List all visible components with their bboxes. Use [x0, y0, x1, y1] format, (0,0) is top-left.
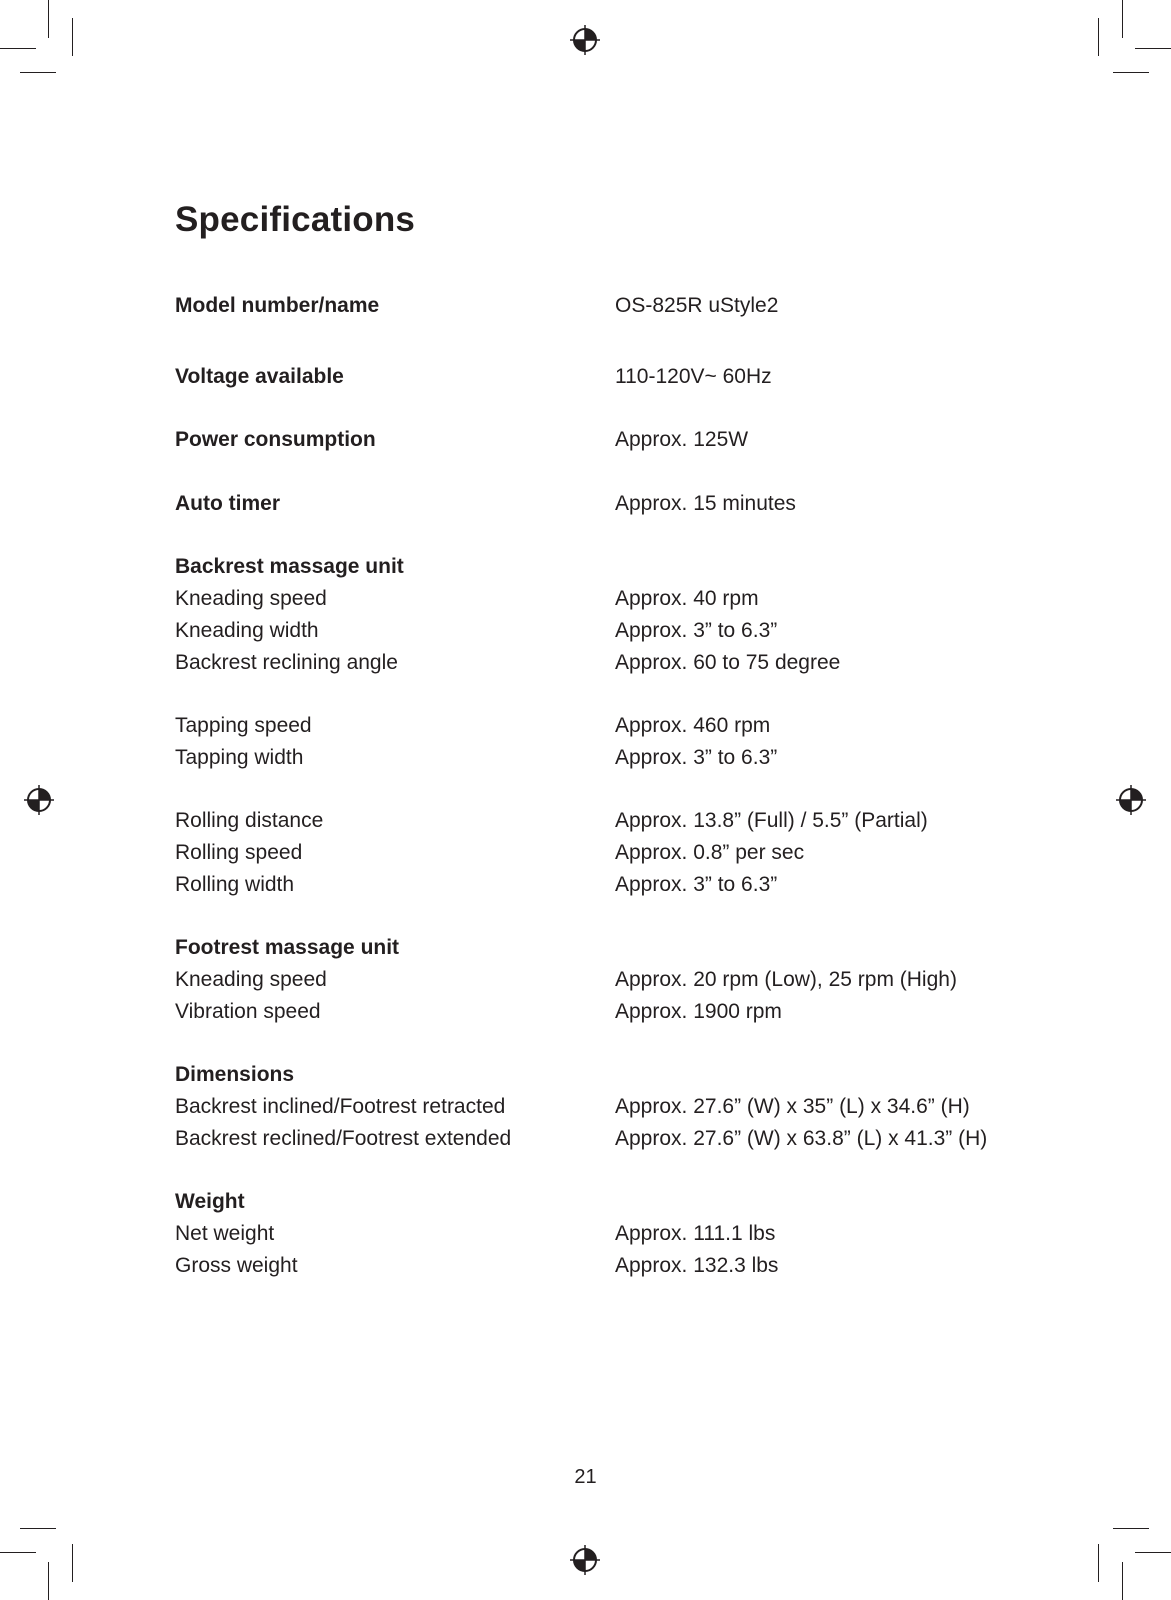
- crop-mark: [1098, 1544, 1099, 1582]
- spec-value: OS-825R uStyle2: [615, 294, 779, 317]
- spec-value: Approx. 0.8” per sec: [615, 841, 805, 864]
- crop-mark: [1122, 1562, 1123, 1600]
- section-heading: Footrest massage unit: [175, 936, 400, 959]
- crop-mark: [0, 48, 36, 49]
- spec-value: Approx. 27.6” (W) x 63.8” (L) x 41.3” (H): [615, 1127, 988, 1150]
- spec-value: Approx. 13.8” (Full) / 5.5” (Partial): [615, 809, 928, 832]
- spec-label: Vibration speed: [175, 1000, 321, 1023]
- spec-value: Approx. 125W: [615, 428, 749, 451]
- crop-mark: [48, 0, 49, 38]
- crop-mark: [0, 1552, 36, 1553]
- crop-mark: [1122, 0, 1123, 38]
- spec-label: Tapping width: [175, 746, 304, 769]
- spec-label: Gross weight: [175, 1254, 298, 1277]
- spec-label: Rolling width: [175, 873, 295, 896]
- crop-mark: [48, 1562, 49, 1600]
- spec-value: Approx. 460 rpm: [615, 714, 771, 737]
- spec-value: Approx. 111.1 lbs: [615, 1222, 776, 1245]
- crop-mark: [20, 1528, 56, 1529]
- crop-mark: [1135, 1552, 1171, 1553]
- crop-mark: [1098, 18, 1099, 56]
- crop-mark: [1113, 72, 1149, 73]
- registration-mark-icon: [24, 785, 54, 815]
- crop-mark: [1113, 1528, 1149, 1529]
- registration-mark-icon: [570, 1545, 600, 1575]
- spec-value: Approx. 20 rpm (Low), 25 rpm (High): [615, 968, 957, 991]
- spec-label: Tapping speed: [175, 714, 312, 737]
- spec-value: Approx. 132.3 lbs: [615, 1254, 779, 1277]
- registration-mark-icon: [1116, 785, 1146, 815]
- spec-value: Approx. 15 minutes: [615, 492, 796, 515]
- spec-label: Model number/name: [175, 294, 380, 317]
- spec-label: Kneading speed: [175, 587, 327, 610]
- crop-mark: [72, 18, 73, 56]
- spec-value: Approx. 3” to 6.3”: [615, 619, 778, 642]
- spec-label: Voltage available: [175, 365, 344, 388]
- spec-value: Approx. 27.6” (W) x 35” (L) x 34.6” (H): [615, 1095, 970, 1118]
- spec-value: Approx. 40 rpm: [615, 587, 759, 610]
- spec-label: Backrest inclined/Footrest retracted: [175, 1095, 506, 1118]
- spec-value: 110-120V~ 60Hz: [615, 365, 772, 388]
- section-heading: Weight: [175, 1190, 245, 1213]
- page-title: Specifications: [175, 200, 416, 239]
- spec-value: Approx. 1900 rpm: [615, 1000, 782, 1023]
- spec-label: Rolling speed: [175, 841, 303, 864]
- spec-value: Approx. 60 to 75 degree: [615, 651, 841, 674]
- section-heading: Dimensions: [175, 1063, 295, 1086]
- spec-label: Net weight: [175, 1222, 275, 1245]
- spec-label: Backrest reclined/Footrest extended: [175, 1127, 512, 1150]
- spec-label: Power consumption: [175, 428, 376, 451]
- spec-value: Approx. 3” to 6.3”: [615, 746, 778, 769]
- page-number: 21: [574, 1466, 597, 1488]
- spec-value: Approx. 3” to 6.3”: [615, 873, 778, 896]
- spec-label: Kneading speed: [175, 968, 327, 991]
- spec-label: Auto timer: [175, 492, 280, 515]
- spec-label: Backrest reclining angle: [175, 651, 398, 674]
- crop-mark: [20, 72, 56, 73]
- spec-label: Rolling distance: [175, 809, 324, 832]
- crop-mark: [72, 1544, 73, 1582]
- crop-mark: [1135, 48, 1171, 49]
- section-heading: Backrest massage unit: [175, 555, 404, 578]
- registration-mark-icon: [570, 25, 600, 55]
- spec-label: Kneading width: [175, 619, 319, 642]
